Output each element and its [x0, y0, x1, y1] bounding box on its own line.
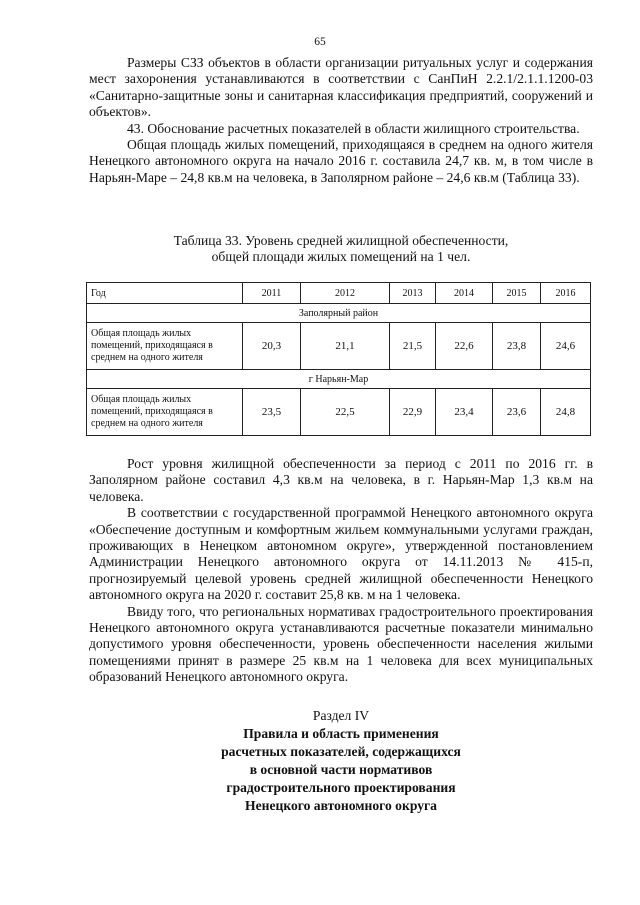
- paragraph-norms: Ввиду того, что региональных нормативах градостроительного проектирования Ненецкого автономного округа устанавливаются расчетные показатели минимально допустимого уровня обеспеченности, уровень обеспеченности населения жилыми помещениями принят в размере 25 кв.м на 1 человека для всех муниципальных образований Ненецкого автономного округа.: [89, 603, 593, 685]
- paragraph-growth: Рост уровня жилищной обеспеченности за период с 2011 по 2016 гг. в Заполярном районе составил 4,3 кв.м на человека, в г. Нарьян-Мар 1,3 кв.м на человека.: [89, 456, 593, 504]
- table-cell: 22,5: [301, 389, 390, 436]
- table-cell: 22,9: [390, 389, 436, 436]
- section-heading-line: расчетных показателей, содержащихся: [221, 744, 461, 759]
- section-row-naryan-mar: [87, 370, 591, 389]
- table-header-row: [87, 283, 591, 304]
- section-heading-line: Ненецкого автономного округа: [245, 798, 437, 813]
- table-cell: 24,8: [541, 389, 591, 436]
- table-cell: 23,4: [436, 389, 493, 436]
- paragraph-43-heading: 43. Обоснование расчетных показателей в области жилищного строительства.: [127, 120, 580, 136]
- header-year: 2014: [436, 283, 493, 304]
- table-cell: 22,6: [436, 323, 493, 370]
- table-caption-line-1: Таблица 33. Уровень средней жилищной обеспеченности,: [173, 233, 509, 248]
- paragraph-program: В соответствии с государственной программой Ненецкого автономного округа «Обеспечение доступным и комфортным жильем коммунальными услугами граждан, проживающих в Ненецком автономном округе», утвержденной постановлением Администрации Ненецкого автономного округа от 14.11.2013 № 415-п, прогнозируемый целевой уровень средней жилищной обеспеченности Ненецкого автономного округа на 2020 г. составит 25,8 кв. м на 1 человека.: [89, 505, 593, 603]
- header-year-label: Год: [87, 283, 243, 304]
- table-cell: 21,1: [301, 323, 390, 370]
- header-year: 2015: [493, 283, 541, 304]
- table-row: [87, 323, 591, 370]
- table-row: [87, 389, 591, 436]
- header-year: 2011: [243, 283, 301, 304]
- section-title: Заполярный район: [87, 304, 591, 323]
- section-heading-line: в основной части нормативов: [249, 762, 433, 777]
- table-caption: [89, 233, 593, 266]
- body-text-top: [89, 55, 593, 186]
- table-cell: 21,5: [390, 323, 436, 370]
- row-label: Общая площадь жилых помещений, приходящаяся в среднем на одного жителя: [87, 389, 243, 436]
- header-year: 2013: [390, 283, 436, 304]
- section-heading-block: [89, 707, 593, 815]
- page-number: 65: [314, 36, 326, 48]
- table-cell: 20,3: [243, 323, 301, 370]
- housing-table: [86, 282, 591, 436]
- section-title: г Нарьян-Мар: [87, 370, 591, 389]
- body-text-bottom: [89, 456, 593, 686]
- table-cell: 23,6: [493, 389, 541, 436]
- table-cell: 23,5: [243, 389, 301, 436]
- section-heading-line: градостроительного проектирования: [226, 780, 456, 795]
- paragraph-szz: Размеры СЗЗ объектов в области организации ритуальных услуг и содержания мест захоронения устанавливаются в соответствии с СанПиН 2.2.1/2.1.1.1200-03 «Санитарно-защитные зоны и санитарная классификация предприятий, сооружений и объектов».: [89, 55, 593, 120]
- header-year: 2012: [301, 283, 390, 304]
- row-label: Общая площадь жилых помещений, приходящаяся в среднем на одного жителя: [87, 323, 243, 370]
- section-heading-line: Правила и область применения: [243, 726, 439, 741]
- table-cell: 24,6: [541, 323, 591, 370]
- header-year: 2016: [541, 283, 591, 304]
- table-caption-line-2: общей площади жилых помещений на 1 чел.: [211, 249, 471, 265]
- section-row-zapolyarny: [87, 304, 591, 323]
- table-cell: 23,8: [493, 323, 541, 370]
- paragraph-living-area: Общая площадь жилых помещений, приходящаяся в среднем на одного жителя Ненецкого автономного округа на начало 2016 г. составила 24,7 кв. м, в том числе в Нарьян-Маре – 24,8 кв.м на человека, в Заполярном районе – 24,6 кв.м (Таблица 33).: [89, 137, 593, 185]
- section-label: Раздел IV: [312, 708, 370, 723]
